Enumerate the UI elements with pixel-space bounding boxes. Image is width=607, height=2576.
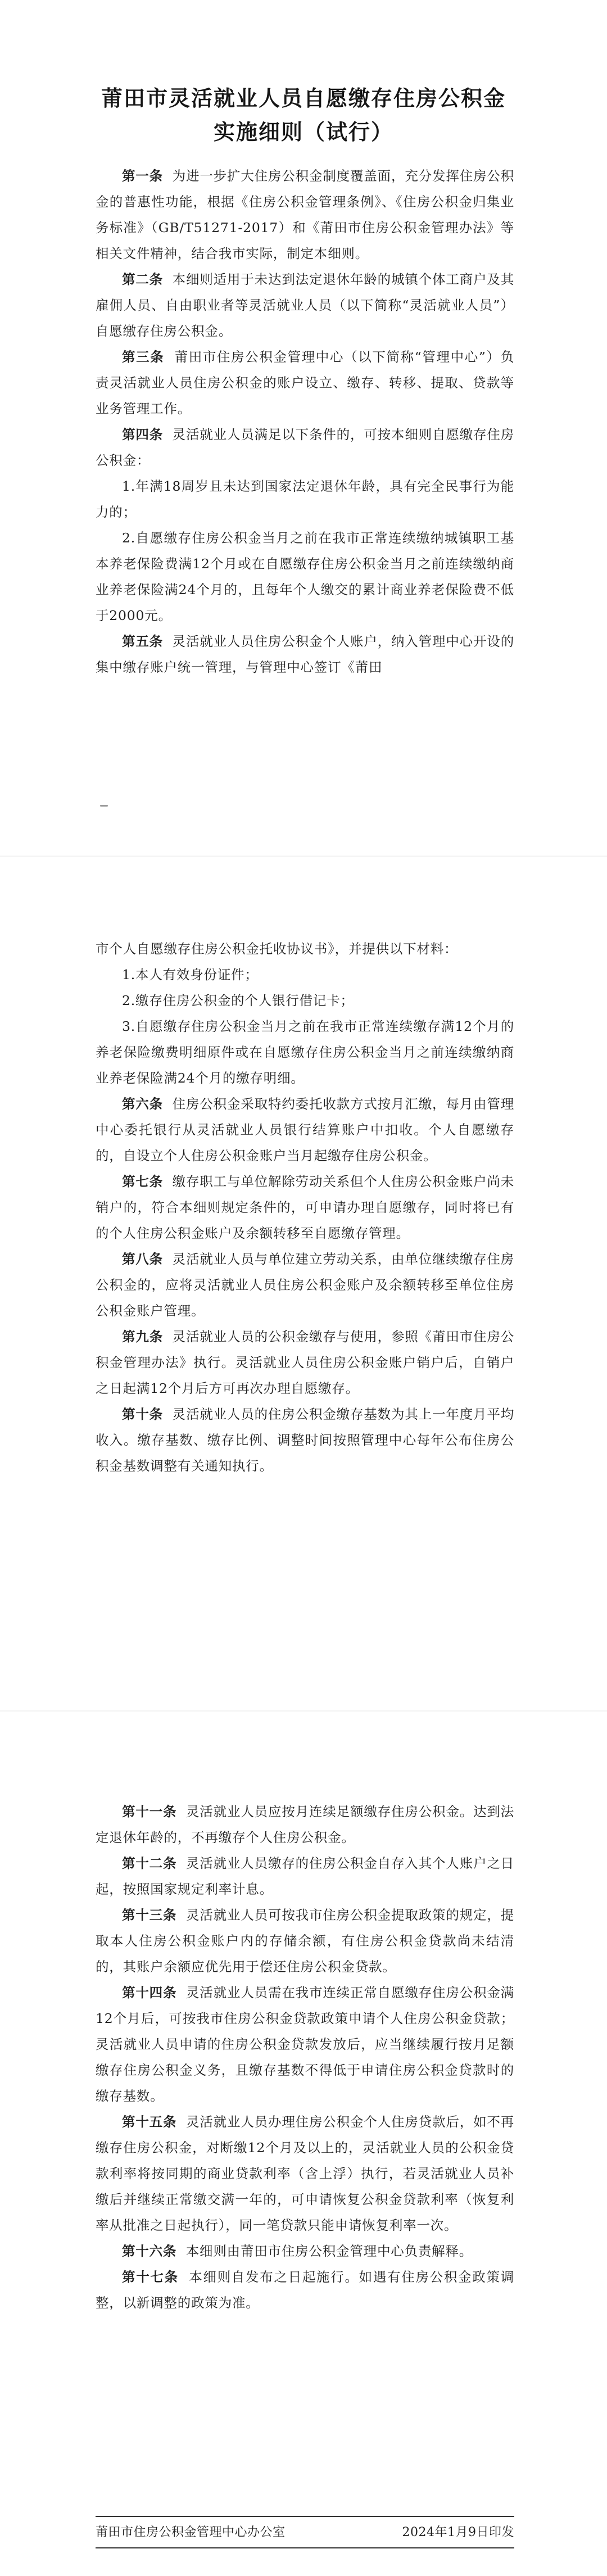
condition-2: 2.自愿缴存住房公积金当月之前在我市正常连续缴纳城镇职工基本养老保险费满12个月或在自愿缴存住房公积金当月之前连续缴纳商业养老保险满24个月的，且每年个人缴交的累计商业养老保险费不低于2000元。 [96,530,514,623]
article-2 [96,266,514,344]
page-1-body [96,163,514,680]
article-label: 第二条 [122,271,164,287]
footer-top-rule [96,2516,514,2517]
article-text: 灵活就业人员可按我市住房公积金提取政策的规定，提取本人住房公积金账户内的存储余额，有住房公积金贷款尚未结清的，其账户余额应优先用于偿还住房公积金贷款。 [96,1907,515,1975]
article-text: 灵活就业人员满足以下条件的，可按本细则自愿缴存住房公积金： [96,427,515,468]
material-1: 1.本人有效身份证件； [122,967,259,983]
page-3-body [96,1799,514,2316]
article-4 [96,422,514,473]
condition-1: 1.年满18周岁且未达到国家法定退休年龄，具有完全民事行为能力的； [96,478,514,520]
article-text: 住房公积金采取特约委托收款方式按月汇缴，每月由管理中心委托银行从灵活就业人员银行结算账户中扣收。个人自愿缴存的，自设立个人住房公积金账户当月起缴存住房公积金。 [96,1096,515,1163]
article-label: 第三条 [122,349,165,365]
article-label: 第十二条 [122,1855,177,1871]
article-12 [96,1850,514,1902]
article-label: 第十三条 [122,1907,177,1923]
article-text: 灵活就业人员需在我市连续正常自愿缴存住房公积金满12个月后，可按我市住房公积金贷款政策申请个人住房公积金贷款；灵活就业人员申请的住房公积金贷款发放后，应当继续履行按月足额缴存住房公积金义务，且缴存基数不得低于申请住房公积金贷款时的缴存基数。 [96,1985,515,2104]
article-3 [96,344,514,422]
footer-bottom-rule [96,2547,514,2548]
page-2-body [96,936,514,1479]
page-2 [0,857,607,1712]
article-label: 第八条 [122,1251,164,1267]
article-label: 第六条 [122,1096,164,1112]
article-5 [96,628,514,680]
article-text: 本细则适用于未达到法定退休年龄的城镇个体工商户及其雇佣人员、自由职业者等灵活就业人员（以下简称“灵活就业人员”）自愿缴存住房公积金。 [96,271,515,339]
article-9 [96,1324,514,1401]
article-text: 莆田市住房公积金管理中心（以下简称“管理中心”）负责灵活就业人员住房公积金的账户设立、缴存、转移、提取、贷款等业务管理工作。 [96,349,514,416]
article-7 [96,1169,514,1246]
article-text: 灵活就业人员住房公积金个人账户，纳入管理中心开设的集中缴存账户统一管理，与管理中心签订《莆田 [96,633,515,675]
issuer: 莆田市住房公积金管理中心办公室 [96,2525,286,2539]
article-text: 为进一步扩大住房公积金制度覆盖面，充分发挥住房公积金的普惠性功能，根据《住房公积金管理条例》、《住房公积金归集业务标准》（GB/T51271-2017）和《莆田市住房公积金管理办法》等相关文件精神，结合我市实际，制定本细则。 [96,168,515,261]
document-title-line-2: 实施细则（试行） [213,119,393,144]
article-10 [96,1401,514,1479]
document-title-line-1: 莆田市灵活就业人员自愿缴存住房公积金 [101,85,506,111]
material-2: 2.缴存住房公积金的个人银行借记卡； [122,993,354,1008]
article-11 [96,1799,514,1850]
page-3 [0,1712,607,2576]
article-label: 第十七条 [122,2269,179,2285]
article-label: 第四条 [122,427,164,442]
article-label: 第十六条 [122,2243,177,2259]
article-text: 本细则自发布之日起施行。如遇有住房公积金政策调整，以新调整的政策为准。 [96,2269,514,2311]
scan-mark [100,805,108,807]
article-label: 第七条 [122,1174,164,1189]
article-text: 灵活就业人员缴存的住房公积金自存入其个人账户之日起，按照国家规定利率计息。 [96,1855,515,1897]
article-5-continued: 市个人自愿缴存住房公积金托收协议书》，并提供以下材料： [96,941,458,957]
article-text: 灵活就业人员的公积金缴存与使用，参照《莆田市住房公积金管理办法》执行。灵活就业人员住房公积金账户销户后，自销户之日起满12个月后方可再次办理自愿缴存。 [96,1329,515,1396]
article-label: 第十四条 [122,1985,177,2000]
article-label: 第五条 [122,633,164,649]
article-label: 第十一条 [122,1804,177,1819]
article-6 [96,1091,514,1169]
article-label: 第九条 [122,1329,164,1344]
article-8 [96,1246,514,1324]
article-13 [96,1902,514,1980]
article-16 [96,2238,514,2264]
article-1 [96,163,514,266]
material-3: 3.自愿缴存住房公积金当月之前在我市正常连续缴存满12个月的养老保险缴费明细原件或在自愿缴存住房公积金当月之前连续缴纳商业养老保险满24个月的缴存明细。 [96,1018,514,1086]
article-text: 灵活就业人员应按月连续足额缴存住房公积金。达到法定退休年龄的，不再缴存个人住房公积金。 [96,1804,515,1845]
article-text: 灵活就业人员与单位建立劳动关系，由单位继续缴存住房公积金的，应将灵活就业人员住房公积金账户及余额转移至单位住房公积金账户管理。 [96,1251,515,1319]
article-label: 第十条 [122,1406,164,1422]
article-15 [96,2109,514,2238]
article-17 [96,2264,514,2316]
page-1 [0,0,607,857]
article-label: 第十五条 [122,2114,177,2130]
issuance-footer [96,2524,514,2542]
article-label: 第一条 [122,168,164,184]
article-text: 本细则由莆田市住房公积金管理中心负责解释。 [185,2243,473,2259]
issue-date: 2024年1月9日印发 [402,2525,514,2539]
article-text: 灵活就业人员的住房公积金缴存基数为其上一年度月平均收入。缴存基数、缴存比例、调整时间按照管理中心每年公布住房公积金基数调整有关通知执行。 [96,1406,515,1474]
article-text: 缴存职工与单位解除劳动关系但个人住房公积金账户尚未销户的，符合本细则规定条件的，可申请办理自愿缴存，同时将已有的个人住房公积金账户及余额转移至自愿缴存管理。 [96,1174,515,1241]
article-text: 灵活就业人员办理住房公积金个人住房贷款后，如不再缴存住房公积金，对断缴12个月及以上的，灵活就业人员的公积金贷款利率将按同期的商业贷款利率（含上浮）执行，若灵活就业人员补缴后并继续正常缴交满一年的，可申请恢复公积金贷款利率（恢复利率从批准之日起执行），同一笔贷款只能申请恢复利率一次。 [96,2114,515,2233]
article-14 [96,1980,514,2109]
